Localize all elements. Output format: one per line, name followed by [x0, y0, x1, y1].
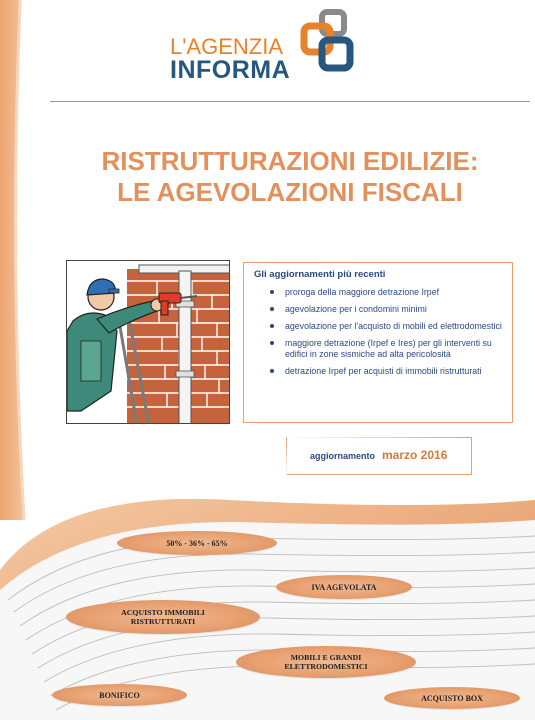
document-title	[50, 146, 530, 208]
update-item-text: maggiore detrazione (Irpef e Ires) per gli interventi su edifici in zone sismiche ad alta pericolosità	[285, 338, 492, 359]
list-item	[254, 321, 502, 332]
update-date-box	[286, 437, 472, 475]
list-item	[254, 304, 502, 315]
worker-drilling-icon	[67, 261, 230, 424]
topic-label: ACQUISTO IMMOBILI RISTRUTTURATI	[121, 608, 205, 626]
worker-illustration	[66, 260, 230, 424]
topic-pill-percentages	[117, 531, 277, 555]
topic-pill-acquisto-box	[384, 687, 520, 709]
list-item	[254, 338, 502, 360]
list-item	[254, 287, 502, 298]
topic-pill-mobili	[236, 646, 416, 678]
bullet-icon	[270, 290, 274, 294]
topic-pill-iva	[276, 575, 412, 599]
bullet-icon	[270, 324, 274, 328]
title-line-1: RISTRUTTURAZIONI EDILIZIE:	[101, 146, 479, 176]
list-item	[254, 366, 502, 377]
update-item-text: agevolazione per i condomini minimi	[285, 304, 427, 314]
left-decorative-strip	[0, 0, 40, 520]
title-line-2: LE AGEVOLAZIONI FISCALI	[117, 177, 463, 207]
topic-pill-bonifico	[52, 684, 187, 706]
topic-label: IVA AGEVOLATA	[311, 582, 377, 592]
updates-list	[254, 287, 502, 377]
bullet-icon	[270, 341, 274, 345]
topic-label: MOBILI E GRANDI ELETTRODOMESTICI	[284, 653, 368, 671]
bullet-icon	[270, 369, 274, 373]
topic-label: 50% - 36% - 65%	[166, 538, 228, 548]
updates-heading: Gli aggiornamenti più recenti	[254, 269, 386, 280]
update-label: aggiornamento	[310, 451, 376, 461]
update-item-text: detrazione Irpef per acquisti di immobili ristrutturati	[285, 366, 482, 376]
logo-mark-icon	[292, 8, 364, 80]
topic-pill-acquisto-immobili	[66, 600, 260, 634]
header-divider	[50, 101, 530, 102]
topic-label: ACQUISTO BOX	[421, 693, 483, 703]
update-item-text: agevolazione per l'acquisto di mobili ed elettrodomestici	[285, 321, 502, 331]
update-item-text: proroga della maggiore detrazione Irpef	[285, 287, 440, 297]
logo-line-1: L'AGENZIA	[170, 34, 284, 59]
logo-line-2: INFORMA	[170, 56, 291, 84]
update-date: marzo 2016	[382, 448, 448, 462]
bullet-icon	[270, 307, 274, 311]
topic-label: BONIFICO	[99, 690, 140, 700]
bottom-decoration	[0, 480, 535, 720]
agency-logo	[164, 8, 364, 88]
updates-box	[243, 262, 513, 423]
